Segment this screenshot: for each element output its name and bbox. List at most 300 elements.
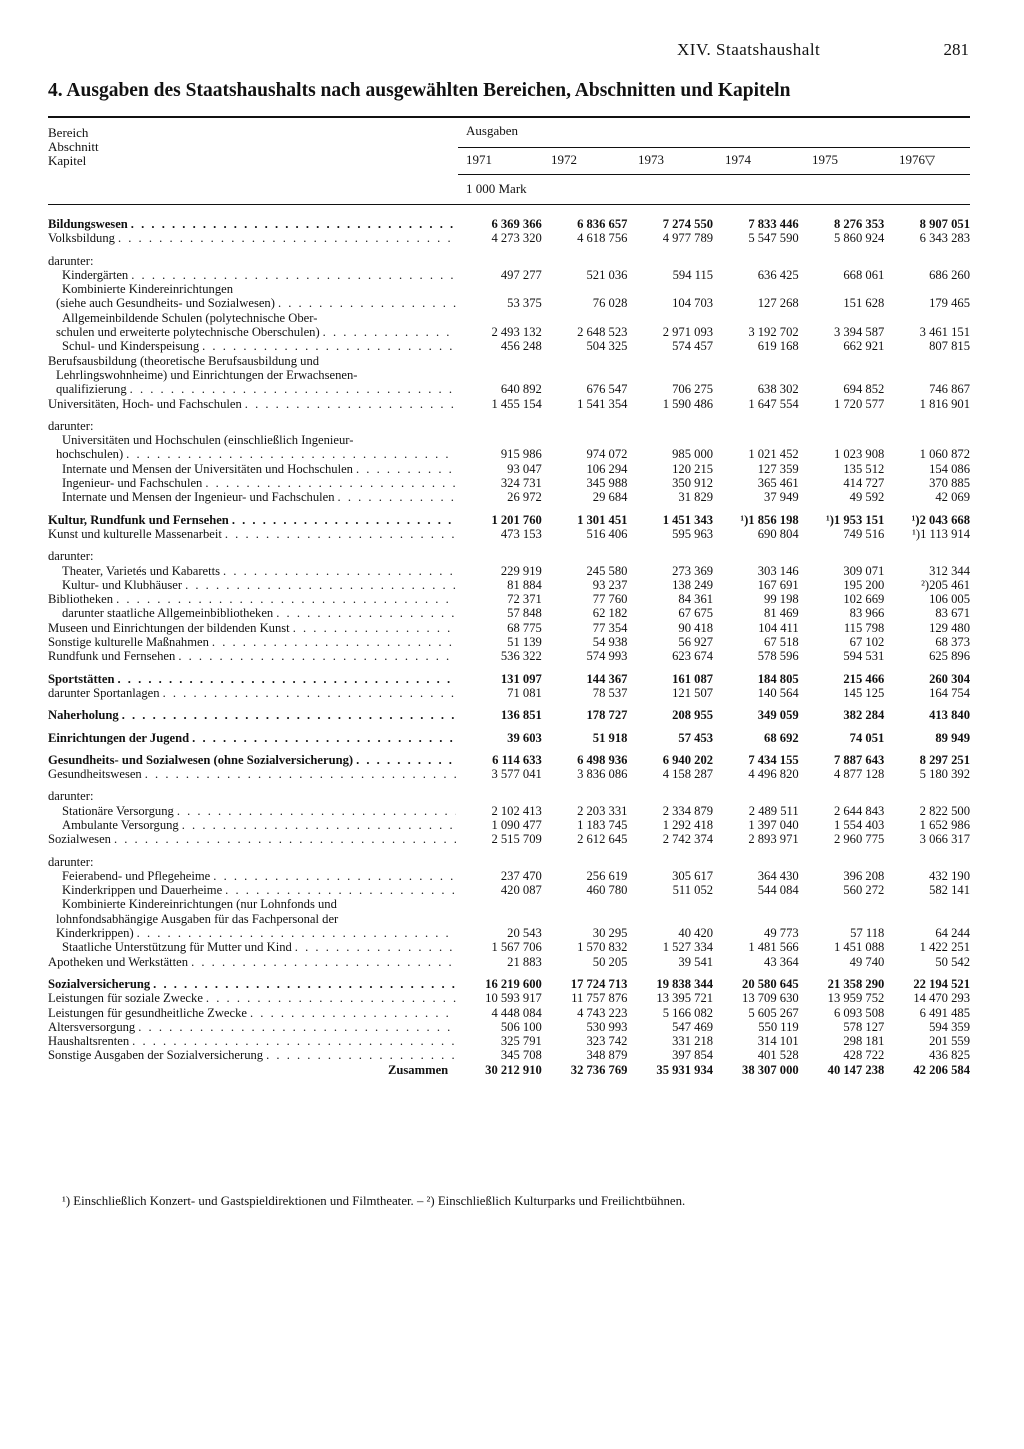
value-cell: 76 028 — [592, 296, 628, 311]
value-cell: 151 628 — [843, 296, 885, 311]
row-label — [48, 940, 456, 954]
value-cell: 7 274 550 — [662, 217, 714, 231]
label-text: Ingenieur- und Fachschulen — [62, 476, 203, 491]
value-cell — [884, 419, 970, 433]
label-line — [48, 789, 456, 803]
leader-dots — [126, 447, 456, 461]
value-cell: 3 577 041 — [491, 767, 542, 782]
year-header: 1971 — [466, 152, 492, 167]
value-cell: 706 275 — [672, 382, 714, 397]
label-line — [48, 254, 456, 268]
value-cell: 40 147 238 — [827, 1062, 885, 1077]
table-row — [48, 708, 970, 722]
section-title: XIV. Staatshaushalt — [677, 40, 821, 59]
value-cell: 1 021 452 — [748, 447, 799, 462]
value-cell: 2 960 775 — [833, 832, 885, 847]
label-text: Bildungswesen — [48, 217, 128, 231]
value-cell: 323 742 — [586, 1034, 628, 1049]
value-cell: 89 949 — [935, 730, 970, 745]
value-cell: 414 727 — [843, 476, 885, 491]
label-line — [48, 818, 456, 832]
value-cell: 195 200 — [843, 577, 885, 592]
label-text: Ambulante Versorgung — [62, 817, 179, 832]
value-cell: 72 371 — [507, 592, 542, 607]
footnote: ¹) Einschließlich Konzert- und Gastspieldirektionen und Filmtheater. – ²) Einschließlich Kulturparks und Freilichtbühnen. — [62, 1194, 686, 1208]
label-text: Stationäre Versorgung — [62, 803, 174, 818]
value-cell: 436 825 — [929, 1048, 970, 1063]
leader-dots — [177, 804, 456, 818]
value-cell: 595 963 — [672, 526, 714, 541]
value-cell — [627, 254, 713, 268]
value-cell: 40 420 — [678, 926, 714, 941]
value-cell: 13 709 630 — [742, 991, 799, 1006]
label-line — [48, 955, 456, 969]
value-cell: 2 334 879 — [662, 803, 714, 818]
value-cell: 237 470 — [500, 868, 542, 883]
row-label — [48, 1034, 456, 1048]
table-row — [48, 513, 970, 527]
value-cell: 35 931 934 — [656, 1062, 714, 1077]
value-cell: 432 190 — [929, 868, 970, 883]
value-cell: 915 986 — [500, 447, 542, 462]
leader-dots — [356, 753, 456, 767]
value-cell: 32 736 769 — [570, 1062, 628, 1077]
leader-dots — [278, 296, 456, 310]
value-cell: 56 927 — [678, 635, 714, 650]
table-row — [48, 1048, 970, 1062]
value-cell: 5 547 590 — [748, 231, 799, 246]
value-cell — [884, 254, 970, 268]
label-line — [48, 592, 456, 606]
value-cell: 1 023 908 — [833, 447, 885, 462]
value-cell: 396 208 — [843, 868, 885, 883]
value-cell: 21 883 — [507, 954, 542, 969]
spacer-row — [48, 246, 970, 254]
leader-dots — [117, 672, 456, 686]
label-line — [48, 325, 456, 339]
value-cell: 2 612 645 — [577, 832, 628, 847]
table-row — [48, 991, 970, 1005]
value-cell: 382 284 — [843, 708, 885, 723]
value-cell: 106 294 — [586, 461, 628, 476]
value-cell: 2 203 331 — [577, 803, 628, 818]
row-label — [48, 883, 456, 897]
label-line — [48, 686, 456, 700]
value-cell: 3 066 317 — [919, 832, 970, 847]
table-row — [48, 254, 970, 268]
value-cell: 544 084 — [757, 883, 799, 898]
value-cell: 83 671 — [935, 606, 970, 621]
value-cell: 1 570 832 — [577, 940, 628, 955]
value-cell: 309 071 — [843, 563, 885, 578]
value-cell: 138 249 — [672, 577, 714, 592]
value-cell: 14 470 293 — [913, 991, 970, 1006]
label-line — [48, 282, 456, 296]
value-cell: 7 887 643 — [833, 752, 885, 767]
value-cell: 619 168 — [757, 339, 799, 354]
value-cell: 1 590 486 — [662, 396, 714, 411]
data-table — [48, 217, 970, 1077]
value-cell: 93 237 — [592, 577, 628, 592]
value-cell: 53 375 — [507, 296, 542, 311]
value-cell: 1 527 334 — [662, 940, 714, 955]
value-cell: 20 580 645 — [742, 976, 799, 991]
value-cell: 93 047 — [507, 461, 542, 476]
spacer-row — [48, 969, 970, 977]
label-text: Universitäten und Hochschulen (einschließlich Ingenieur- — [62, 433, 354, 448]
row-label — [48, 419, 456, 433]
label-line — [48, 527, 456, 541]
value-cell — [456, 549, 542, 563]
value-cell — [542, 419, 628, 433]
table-row — [48, 897, 970, 940]
value-cell: 74 051 — [849, 730, 885, 745]
value-cell: 121 507 — [672, 685, 714, 700]
value-cell: 4 448 084 — [491, 1005, 542, 1020]
label-line — [48, 564, 456, 578]
table-row — [48, 649, 970, 663]
leader-dots — [131, 217, 456, 231]
value-cell: 1 541 354 — [577, 396, 628, 411]
value-cell: 6 836 657 — [577, 217, 628, 231]
value-cell: 2 515 709 — [491, 832, 542, 847]
value-cell: 578 596 — [757, 649, 799, 664]
value-cell: 4 977 789 — [662, 231, 714, 246]
spacer-row — [48, 411, 970, 419]
value-cell — [884, 855, 970, 869]
value-cell: 473 153 — [500, 526, 542, 541]
value-cell: 8 276 353 — [833, 217, 885, 231]
value-cell — [627, 419, 713, 433]
label-text: Kinderkrippen und Dauerheime — [62, 883, 223, 898]
label-text: Staatliche Unterstützung für Mutter und Kind — [62, 940, 292, 955]
value-cell: 350 912 — [672, 476, 714, 491]
value-cell: ²)205 461 — [921, 577, 970, 592]
label-line — [48, 832, 456, 846]
label-text: Feierabend- und Pflegeheime — [62, 868, 211, 883]
value-cell: 19 838 344 — [656, 976, 714, 991]
value-cell: 215 466 — [843, 671, 885, 686]
table-row — [48, 339, 970, 353]
value-cell: 16 219 600 — [485, 976, 542, 991]
value-cell: 4 877 128 — [833, 767, 885, 782]
value-cell: 104 411 — [758, 620, 799, 635]
spacer-row — [48, 847, 970, 855]
value-cell: 67 518 — [764, 635, 799, 650]
table-row — [48, 354, 970, 397]
value-cell — [799, 254, 885, 268]
value-cell: 3 192 702 — [748, 325, 799, 340]
spacer-row — [48, 505, 970, 513]
value-cell: 345 988 — [586, 476, 628, 491]
row-label — [48, 789, 456, 803]
value-cell: 1 451 343 — [662, 512, 714, 527]
value-cell: 90 418 — [678, 620, 714, 635]
value-cell: 8 297 251 — [919, 752, 970, 767]
value-cell: 1 201 760 — [491, 512, 542, 527]
value-cell: 49 740 — [849, 954, 885, 969]
value-cell — [456, 254, 542, 268]
table-row — [48, 419, 970, 433]
leader-dots — [223, 564, 456, 578]
table-row — [48, 635, 970, 649]
value-cell: 668 061 — [843, 267, 885, 282]
value-cell: 6 498 936 — [577, 752, 628, 767]
value-cell: 1 816 901 — [919, 396, 970, 411]
value-cell — [799, 855, 885, 869]
value-cell: 974 072 — [586, 447, 628, 462]
label-line — [48, 296, 456, 310]
value-cell: 4 743 223 — [577, 1005, 628, 1020]
label-text: Altersversorgung — [48, 1019, 136, 1034]
label-line — [48, 731, 456, 745]
value-cell — [713, 789, 799, 803]
table-row — [48, 940, 970, 954]
value-cell: 1 647 554 — [748, 396, 799, 411]
value-cell: 746 867 — [929, 382, 970, 397]
row-label — [48, 564, 456, 578]
value-cell: 11 757 876 — [571, 991, 628, 1006]
value-cell: 694 852 — [843, 382, 885, 397]
value-cell: 497 277 — [500, 267, 542, 282]
leader-dots — [178, 649, 456, 663]
value-cell: 77 354 — [592, 620, 628, 635]
label-text: Naherholung — [48, 708, 119, 723]
label-text: Bibliotheken — [48, 592, 114, 607]
sub-rule — [458, 174, 970, 175]
ausgaben-header: Ausgaben — [466, 123, 518, 138]
value-cell — [799, 789, 885, 803]
leader-dots — [145, 767, 456, 781]
value-cell: 208 955 — [672, 708, 714, 723]
table-row — [48, 767, 970, 781]
value-cell: 68 373 — [935, 635, 970, 650]
value-cell: 582 141 — [929, 883, 970, 898]
label-line — [48, 635, 456, 649]
table-row — [48, 268, 970, 282]
row-label — [48, 549, 456, 563]
value-cell: 331 218 — [672, 1034, 714, 1049]
stub-header — [48, 126, 99, 168]
value-cell: 413 840 — [929, 708, 970, 723]
value-cell: 5 860 924 — [833, 231, 885, 246]
spacer-cell — [48, 969, 970, 977]
value-cell: 1 090 477 — [491, 817, 542, 832]
table-row — [48, 217, 970, 231]
leader-dots — [202, 339, 456, 353]
leader-dots — [295, 940, 456, 954]
value-cell: 10 593 917 — [485, 991, 542, 1006]
value-cell: 144 367 — [586, 671, 628, 686]
year-header: 1974 — [725, 152, 751, 167]
label-text: Sonstige Ausgaben der Sozialversicherung — [48, 1048, 264, 1063]
label-line — [48, 621, 456, 635]
value-cell — [542, 549, 628, 563]
value-cell: 145 125 — [843, 685, 885, 700]
leader-dots — [276, 606, 456, 620]
label-text: Sonstige kulturelle Maßnahmen — [48, 635, 209, 650]
label-line — [48, 977, 456, 991]
value-cell — [799, 419, 885, 433]
value-cell — [456, 419, 542, 433]
year-header: 1972 — [551, 152, 577, 167]
value-cell: 3 394 587 — [833, 325, 885, 340]
label-text: (siehe auch Gesundheits- und Sozialwesen) — [56, 296, 275, 311]
value-cell — [456, 855, 542, 869]
value-cell: 2 493 132 — [491, 325, 542, 340]
header-rule — [48, 204, 970, 205]
label-text: Leistungen für gesundheitliche Zwecke — [48, 1005, 247, 1020]
label-text: Kombinierte Kindereinrichtungen (nur Lohnfonds und — [62, 897, 337, 912]
leader-dots — [130, 382, 457, 396]
leader-dots — [205, 476, 456, 490]
row-label — [48, 955, 456, 969]
running-header — [0, 40, 1024, 66]
row-label — [48, 1006, 456, 1020]
label-text: Kindergärten — [62, 267, 129, 282]
spacer-cell — [48, 541, 970, 549]
value-cell: 6 093 508 — [833, 1005, 885, 1020]
value-cell: 6 940 202 — [662, 752, 714, 767]
value-cell: 1 720 577 — [833, 396, 885, 411]
label-line — [48, 1034, 456, 1048]
label-line — [48, 447, 456, 461]
value-cell: 1 301 451 — [577, 512, 628, 527]
leader-dots — [213, 869, 456, 883]
label-text: Lehrlingswohnheime) und Einrichtungen der Erwachsenen- — [56, 367, 358, 382]
row-label — [48, 354, 456, 397]
value-cell: 184 805 — [757, 671, 799, 686]
table-row — [48, 476, 970, 490]
value-cell: 305 617 — [672, 868, 714, 883]
year-header: 1975 — [812, 152, 838, 167]
table-row — [48, 804, 970, 818]
table-row — [48, 462, 970, 476]
value-cell: 201 559 — [929, 1034, 970, 1049]
label-line — [48, 1048, 456, 1062]
label-text: Berufsausbildung (theoretische Berufsausbildung und — [48, 353, 320, 368]
value-cell: 456 248 — [500, 339, 542, 354]
value-cell — [542, 789, 628, 803]
table-row — [48, 818, 970, 832]
row-label — [48, 578, 456, 592]
value-cell: 81 884 — [507, 577, 542, 592]
leader-dots — [137, 926, 457, 940]
leader-dots — [132, 1034, 456, 1048]
value-cell: 4 158 287 — [662, 767, 714, 782]
value-cell: 348 879 — [586, 1048, 628, 1063]
label-line — [48, 940, 456, 954]
stub-header-line: Abschnitt — [48, 139, 99, 154]
stub-header-line: Bereich — [48, 125, 89, 140]
spacer-cell — [48, 246, 970, 254]
value-cell: 1 554 403 — [833, 817, 885, 832]
label-line — [48, 368, 456, 382]
value-cell: 17 724 713 — [570, 976, 628, 991]
label-text: Kultur- und Klubhäuser — [62, 577, 183, 592]
value-cell: 5 180 392 — [919, 767, 970, 782]
value-cell: 574 457 — [672, 339, 714, 354]
value-cell: 42 069 — [935, 490, 970, 505]
label-text: hochschulen) — [56, 447, 124, 462]
value-cell: 84 361 — [678, 592, 714, 607]
spacer-row — [48, 723, 970, 731]
value-cell: 324 731 — [500, 476, 542, 491]
leader-dots — [212, 635, 456, 649]
row-label — [48, 897, 456, 940]
row-label — [48, 855, 456, 869]
label-line — [48, 268, 456, 282]
label-text: Kombinierte Kindereinrichtungen — [62, 282, 234, 297]
value-cell — [627, 855, 713, 869]
leader-dots — [182, 818, 456, 832]
value-cell: 623 674 — [672, 649, 714, 664]
value-cell: 51 139 — [507, 635, 542, 650]
table-row — [48, 1063, 970, 1077]
table-row — [48, 1020, 970, 1034]
value-cell: 21 358 290 — [827, 976, 885, 991]
value-cell: 115 798 — [843, 620, 885, 635]
value-cell: 31 829 — [678, 490, 714, 505]
table-row — [48, 1006, 970, 1020]
value-cell: ¹)2 043 668 — [911, 512, 970, 527]
value-cell: 179 465 — [929, 296, 970, 311]
value-cell: 370 885 — [929, 476, 970, 491]
value-cell — [627, 549, 713, 563]
row-label — [48, 818, 456, 832]
table-row — [48, 527, 970, 541]
row-label — [48, 804, 456, 818]
value-cell: 260 304 — [929, 671, 970, 686]
spacer-row — [48, 781, 970, 789]
row-label — [48, 1048, 456, 1062]
leader-dots — [293, 621, 457, 635]
value-cell: 43 364 — [764, 954, 799, 969]
label-text: darunter: — [48, 253, 94, 268]
table-row — [48, 564, 970, 578]
value-cell: 298 181 — [843, 1034, 885, 1049]
label-text: Sozialversicherung — [48, 976, 151, 991]
value-cell: 26 972 — [507, 490, 542, 505]
value-cell: 54 938 — [592, 635, 628, 650]
label-line — [48, 804, 456, 818]
leader-dots — [225, 883, 456, 897]
value-cell: 506 100 — [500, 1019, 542, 1034]
label-line — [48, 476, 456, 490]
value-cell: 57 453 — [678, 730, 714, 745]
stub-header-line: Kapitel — [48, 153, 87, 168]
value-cell — [884, 549, 970, 563]
value-cell: 154 086 — [929, 461, 970, 476]
label-line — [48, 991, 456, 1005]
value-cell: 5 166 082 — [662, 1005, 714, 1020]
label-line — [48, 397, 456, 411]
leader-dots — [323, 325, 457, 339]
label-line — [48, 382, 456, 396]
label-line — [48, 433, 456, 447]
value-cell: 1 652 986 — [919, 817, 970, 832]
table-row — [48, 731, 970, 745]
label-text: Sportstätten — [48, 671, 115, 686]
leader-dots — [250, 1006, 456, 1020]
value-cell: 29 684 — [592, 490, 628, 505]
sub-rule — [458, 147, 970, 148]
value-cell: 1 183 745 — [577, 817, 628, 832]
value-cell: 1 422 251 — [919, 940, 970, 955]
value-cell: 345 708 — [500, 1048, 542, 1063]
label-line — [48, 912, 456, 926]
value-cell: 2 822 500 — [919, 803, 970, 818]
